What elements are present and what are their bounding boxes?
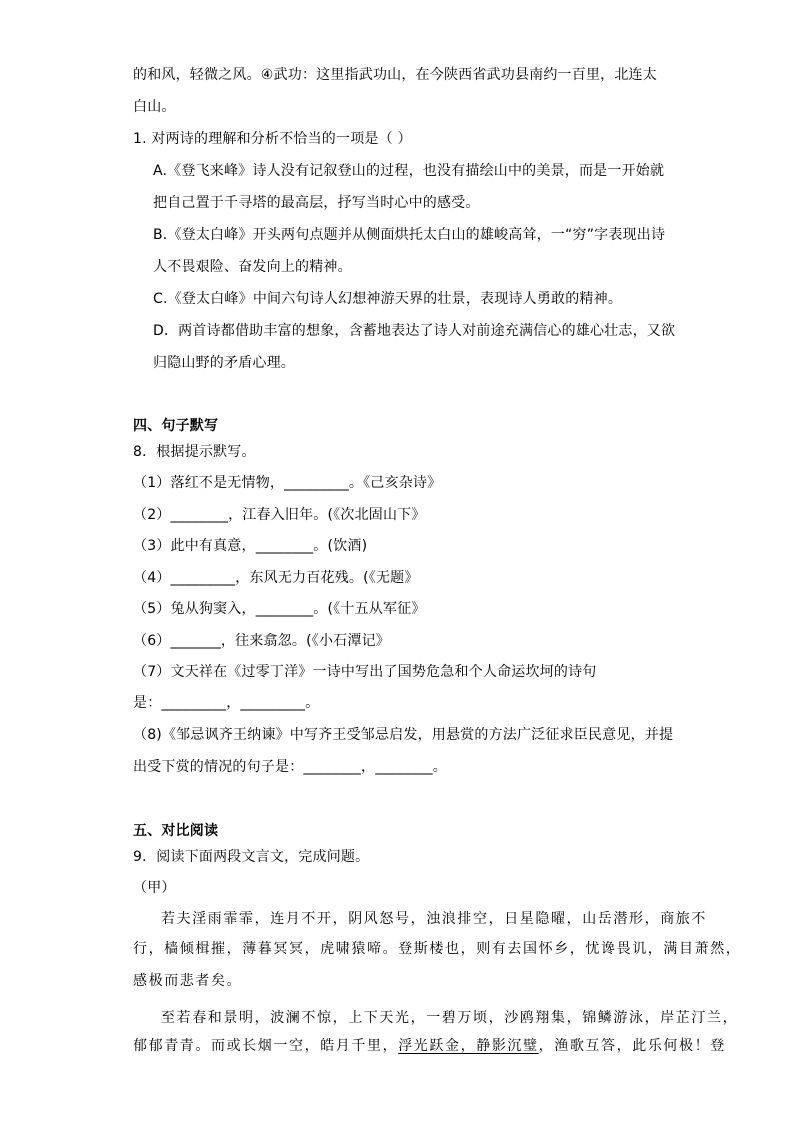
passage-p2-line-1: 至若春和景明，波澜不惊，上下天光，一碧万顷，沙鸥翔集，锦鳞游泳，岸芷汀兰，: [161, 1010, 739, 1026]
passage-p1-line-3: 感极而悲者矣。: [133, 973, 243, 989]
footnote-line-2: 白山。: [133, 99, 176, 115]
option-d-line-2: 归隐山野的矛盾心理。: [153, 355, 295, 371]
option-b-line-1: B.《登太白峰》开头两句点题并从侧面烘托太白山的雄峻高耸，一“穷”字表现出诗: [153, 227, 666, 243]
passage-p1-line-2: 行，樯倾楫摧，薄暮冥冥，虎啸猿啼。登斯楼也，则有去国怀乡，忧谗畏讥，满目萧然，: [133, 941, 742, 957]
dictation-item-7-cont: 是：_________，_________。: [133, 695, 320, 711]
passage-p2-line-2: [133, 1036, 726, 1056]
dictation-item-1: （1）落红不是无情物，_________。《己亥杂诗》: [133, 475, 442, 491]
question-9-stem: 9．阅读下面两段文言文，完成问题。: [133, 849, 370, 865]
option-b-line-2: 人不畏艰险、奋发向上的精神。: [153, 259, 352, 275]
underlined-phrase-2: 静影沉璧: [476, 1038, 539, 1054]
dictation-item-8-cont: 出受下赏的情况的句子是：________，________。: [133, 759, 447, 775]
option-a-line-1: A.《登飞来峰》诗人没有记叙登山的过程，也没有描绘山中的美景，而是一开始就: [153, 163, 665, 179]
passage-label-jia: （甲）: [133, 880, 176, 896]
passage-p2-line-2-before: 郁郁青青。而或长烟一空，皓月千里，: [133, 1038, 399, 1054]
footnote-line-1: 的和风，轻微之风。④武功：这里指武功山，在今陕西省武功县南约一百里，北连太: [133, 67, 657, 83]
underlined-phrase-1: 浮光跃金: [398, 1038, 461, 1054]
option-a-line-2: 把自己置于千寻塔的最高层，抒写当时心中的感受。: [153, 195, 480, 211]
dictation-item-8: （8)《邹忌讽齐王纳谏》中写齐王受邹忌启发，用悬赏的方法广泛征求臣民意见，并提: [133, 727, 674, 743]
passage-p1-line-1: 若夫淫雨霏霏，连月不开，阴风怒号，浊浪排空，日星隐曜，山岳潜形，商旅不: [161, 911, 707, 927]
option-d-line-1: D．两首诗都借助丰富的想象，含蓄地表达了诗人对前途充满信心的雄心壮志，又欲: [153, 323, 676, 339]
option-c-line-1: C.《登太白峰》中间六句诗人幻想神游天界的壮景，表现诗人勇敢的精神。: [153, 291, 623, 307]
underlined-separator: ，: [460, 1038, 477, 1054]
dictation-item-2: （2）________，江春入旧年。(《次北固山下》: [133, 507, 426, 523]
question-8-stem: 8．根据提示默写。: [133, 444, 256, 460]
section-4-title: 四、句子默写: [133, 418, 219, 434]
section-5-title: 五、对比阅读: [133, 823, 219, 839]
dictation-item-6: （6）_______，往来翕忽。(《小石潭记》: [133, 633, 390, 649]
dictation-item-4: （4）_________，东风无力百花残。(《无题》: [133, 570, 419, 586]
passage-p2-line-2-after: ，渔歌互答，此乐何极！登: [538, 1038, 726, 1054]
question-7-1-stem: 1. 对两诗的理解和分析不恰当的一项是（ ）: [133, 131, 412, 147]
dictation-item-5: （5）兔从狗窦入，________。(《十五从军征》: [133, 601, 426, 617]
dictation-item-7: （7）文天祥在《过零丁洋》一诗中写出了国势危急和个人命运坎坷的诗句: [133, 664, 597, 680]
dictation-item-3: （3）此中有真意，________。(饮酒): [133, 538, 368, 554]
